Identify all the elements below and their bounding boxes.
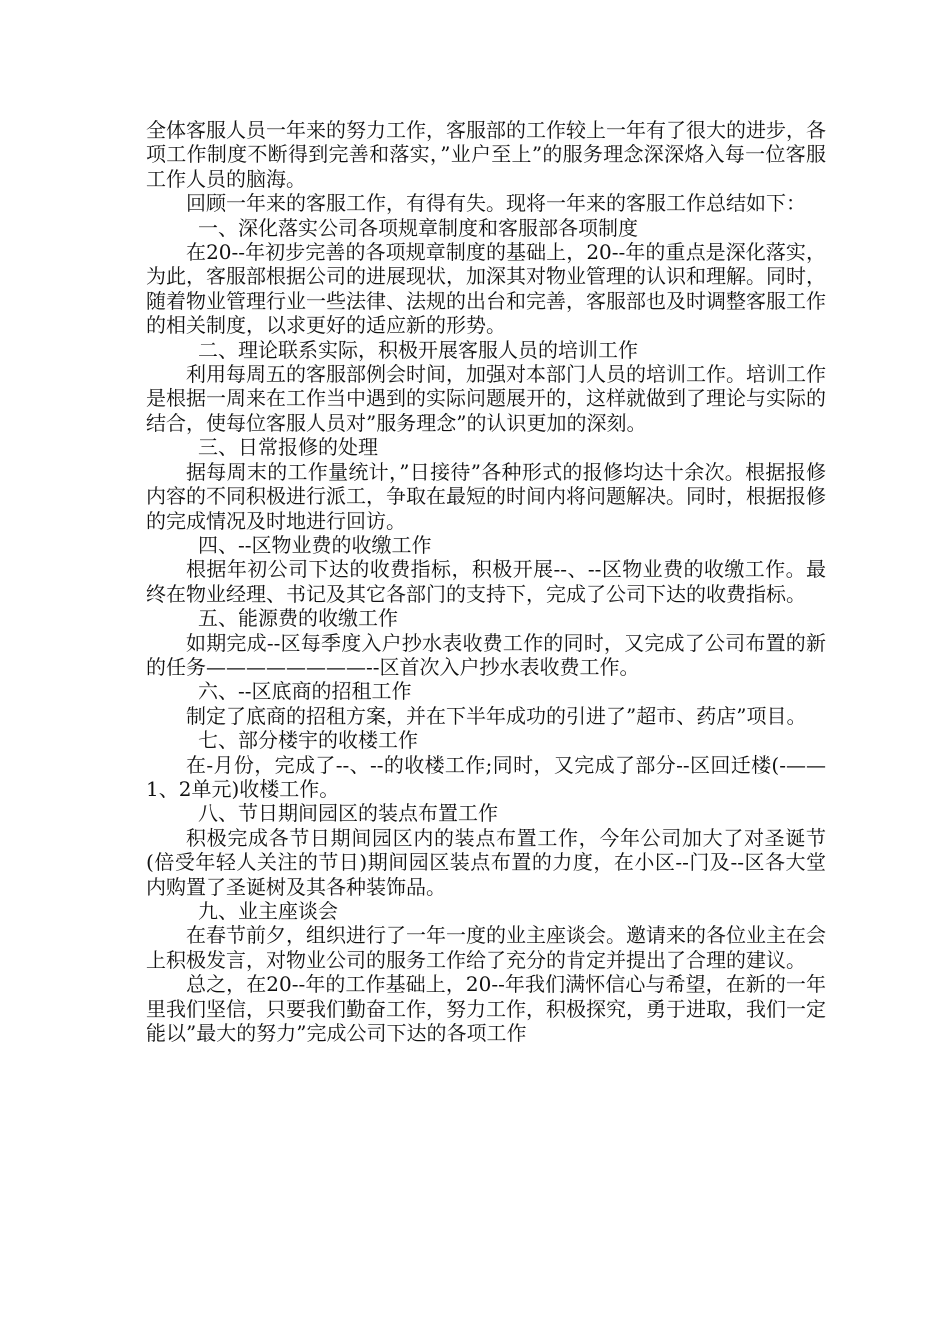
section-body-5: 如期完成--区每季度入户抄水表收费工作的同时，又完成了公司布置的新的任务————————--区首次入户抄水表收费工作。 [146,630,826,679]
section-body-8: 积极完成各节日期间园区内的装点布置工作，今年公司加大了对圣诞节(倍受年轻人关注的节日)期间园区装点布置的力度，在小区--门及--区各大堂内购置了圣诞树及其各种装饰品。 [146,825,826,899]
section-heading-6: 六、--区底商的招租工作 [198,679,412,704]
section-heading-4: 四、--区物业费的收缴工作 [198,532,432,557]
section-body-2: 利用每周五的客服部例会时间，加强对本部门人员的培训工作。培训工作是根据一周来在工作当中遇到的实际问题展开的，这样就做到了理论与实际的结合，使每位客服人员对”服务理念”的认识更加的深刻。 [146,362,826,435]
section-body-7: 在-月份，完成了--、--的收楼工作;同时，又完成了部分--区回迁楼(-——1、2单元)收楼工作。 [146,752,826,801]
document-body [146,118,826,1045]
section-body-9: 在春节前夕，组织进行了一年一度的业主座谈会。邀请来的各位业主在会上积极发言，对物业公司的服务工作给了充分的肯定并提出了合理的建议。 [146,923,826,972]
section-heading-9: 九、业主座谈会 [198,899,338,923]
section-heading-7: 七、部分楼宇的收楼工作 [198,728,418,753]
summary-intro-paragraph: 回顾一年来的客服工作，有得有失。现将一年来的客服工作总结如下： [186,191,806,216]
section-heading-1: 一、深化落实公司各项规章制度和客服部各项制度 [198,215,638,240]
section-heading-3: 三、日常报修的处理 [198,435,378,460]
conclusion-paragraph: 总之，在20--年的工作基础上，20--年我们满怀信心与希望，在新的一年里我们坚信，只要我们勤奋工作，努力工作，积极探究，勇于进取，我们一定能以”最大的努力”完成公司下达的各项工作 [146,972,826,1046]
section-body-4: 根据年初公司下达的收费指标，积极开展--、--区物业费的收缴工作。最终在物业经理、书记及其它各部门的支持下，完成了公司下达的收费指标。 [146,557,826,606]
section-body-6: 制定了底商的招租方案，并在下半年成功的引进了”超市、药店”项目。 [186,703,807,728]
section-heading-8: 八、节日期间园区的装点布置工作 [198,801,498,826]
section-heading-5: 五、能源费的收缴工作 [198,606,398,631]
section-body-3: 据每周末的工作量统计，”日接待”各种形式的报修均达十余次。根据报修内容的不同积极进行派工，争取在最短的时间内将问题解决。同时，根据报修的完成情况及时地进行回访。 [146,459,826,533]
section-heading-2: 二、理论联系实际，积极开展客服人员的培训工作 [198,337,638,362]
section-body-1: 在20--年初步完善的各项规章制度的基础上，20--年的重点是深化落实，为此，客服部根据公司的进展现状，加深其对物业管理的认识和理解。同时，随着物业管理行业一些法律、法规的出台和完善，客服部也及时调整客服工作的相关制度，以求更好的适应新的形势。 [146,240,826,338]
intro-paragraph: 全体客服人员一年来的努力工作，客服部的工作较上一年有了很大的进步，各项工作制度不断得到完善和落实，”业户至上”的服务理念深深烙入每一位客服工作人员的脑海。 [146,118,826,191]
